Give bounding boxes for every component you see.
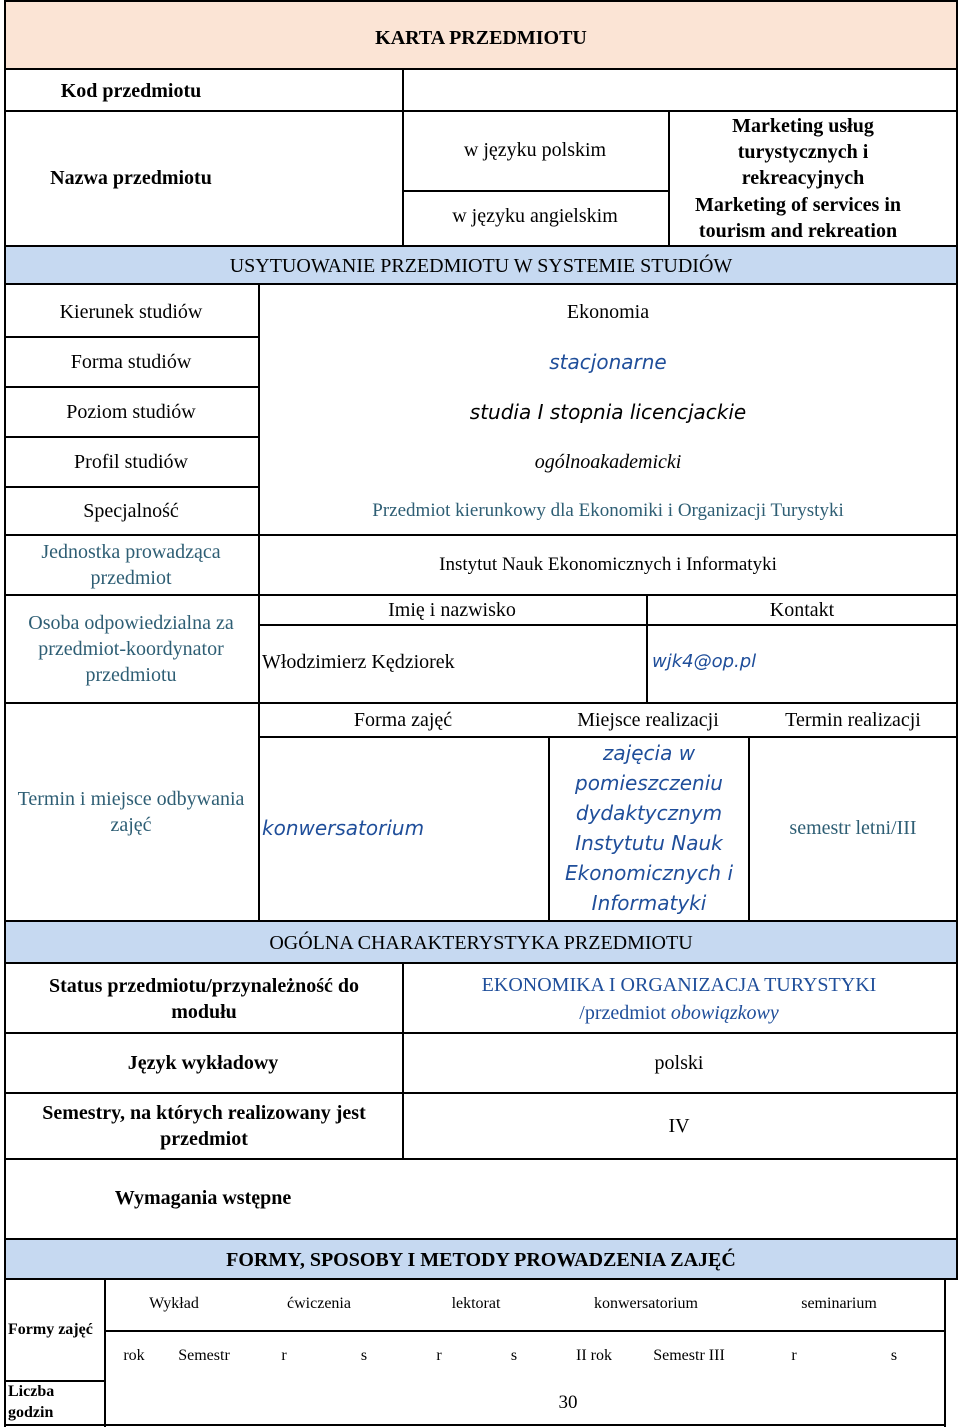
specjalnosc-value: Przedmiot kierunkowy dla Ekonomiki i Organizacji Turystyki (372, 499, 844, 521)
osoba-name-header: Imię i nazwisko (388, 599, 516, 621)
semestry-value: IV (668, 1115, 690, 1137)
nazwa-en-value: Marketing of services in tourism and rekreation (694, 194, 902, 242)
formy-sub-3: r (281, 1346, 287, 1364)
usytuowanie-heading: USYTUOWANIE PRZEDMIOTU W SYSTEMIE STUDIÓW (229, 255, 733, 277)
formy-sub-5: r (436, 1346, 442, 1364)
termin-miejsce-header: Miejsce realizacji (577, 709, 719, 731)
semestry-label: Semestry, na których realizowany jest przedmiot (42, 1102, 366, 1150)
osoba-contact[interactable]: wjk4@op.pl (652, 651, 757, 673)
formy-hours: 30 (558, 1391, 578, 1413)
termin-forma: konwersatorium (262, 816, 425, 840)
poziom-value: studia I stopnia licencjackie (469, 400, 747, 424)
formy-heading: FORMY, SPOSOBY I METODY PROWADZENIA ZAJĘĆ (226, 1249, 736, 1271)
formy-sub-8: Semestr III (653, 1346, 725, 1364)
termin-label: Termin i miejsce odbywania zajęć (17, 788, 245, 836)
nazwa-label: Nazwa przedmiotu (50, 167, 212, 189)
wymagania-label: Wymagania wstępne (114, 1187, 292, 1209)
formy-sub-9: r (791, 1346, 797, 1364)
formy-sub-10: s (890, 1346, 898, 1364)
status-value-prefix: /przedmiot (579, 1002, 666, 1024)
jednostka-value: Instytut Nauk Ekonomicznych i Informatyki (439, 553, 777, 575)
kod-label: Kod przedmiotu (60, 80, 202, 102)
page-title: KARTA PRZEDMIOTU (375, 27, 587, 49)
nazwa-pl-value: Marketing usług turystycznych i rekreacyjnych (732, 115, 874, 189)
formy-type-seminarium: seminarium (801, 1294, 877, 1312)
jednostka-label: Jednostka prowadząca przedmiot (41, 541, 221, 589)
forma-value: stacjonarne (549, 350, 667, 374)
nazwa-pl-label: w języku polskim (463, 139, 607, 161)
formy-type-wyklad: Wykład (149, 1294, 199, 1312)
formy-row-label-2: Liczba godzin (8, 1383, 55, 1421)
profil-label: Profil studiów (74, 451, 188, 473)
formy-sub-6: s (510, 1346, 518, 1364)
osoba-contact-header: Kontakt (769, 599, 835, 621)
status-label: Status przedmiotu/przynależność do modułu (49, 975, 359, 1023)
status-value-upper: EKONOMIKA I ORGANIZACJA TURYSTYKI (481, 974, 877, 996)
kierunek-value: Ekonomia (566, 301, 650, 323)
termin-termin: semestr letni/III (789, 817, 917, 839)
termin-miejsce: zajęcia w pomieszczeniu dydaktycznym Instytutu Nauk Ekonomicznych i Informatyki (565, 741, 733, 915)
status-value-lower (579, 999, 778, 1027)
poziom-label: Poziom studiów (66, 401, 196, 423)
formy-sub-2: Semestr (178, 1346, 230, 1364)
osoba-name: Włodzimierz Kędziorek (262, 651, 455, 673)
forma-label: Forma studiów (70, 351, 192, 373)
formy-sub-4: s (360, 1346, 368, 1364)
specjalnosc-label: Specjalność (83, 500, 179, 522)
termin-termin-header: Termin realizacji (785, 709, 921, 731)
jezyk-label: Język wykładowy (127, 1052, 279, 1074)
jezyk-value: polski (654, 1052, 704, 1074)
ogolna-heading: OGÓLNA CHARAKTERYSTYKA PRZEDMIOTU (269, 932, 693, 954)
formy-sub-1: rok (123, 1346, 145, 1364)
formy-type-konwersatorium: konwersatorium (594, 1294, 698, 1312)
formy-type-lektorat: lektorat (451, 1294, 501, 1312)
kierunek-label: Kierunek studiów (59, 301, 203, 323)
formy-type-cwiczenia: ćwiczenia (287, 1294, 351, 1312)
status-value-italic: obowiązkowy (670, 1002, 779, 1024)
formy-sub-7: II rok (576, 1346, 612, 1364)
termin-forma-header: Forma zajęć (353, 709, 453, 731)
osoba-label: Osoba odpowiedzialna za przedmiot-koordynator przedmiotu (28, 612, 234, 686)
nazwa-en-label: w języku angielskim (452, 205, 618, 227)
status-value (402, 966, 956, 1032)
formy-row-label-1: Formy zajęć (8, 1320, 93, 1338)
profil-value: ogólnoakademicki (534, 451, 682, 473)
